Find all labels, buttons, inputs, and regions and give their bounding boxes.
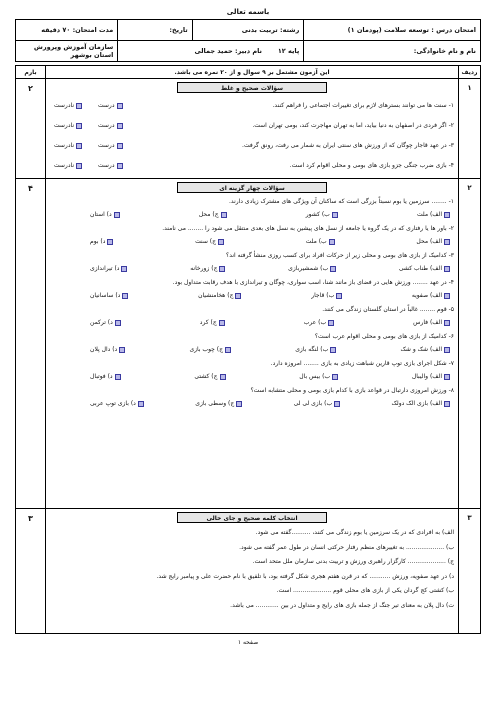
mc-option[interactable]: ب) لنگه بازی bbox=[295, 343, 338, 358]
false-option[interactable]: نادرست bbox=[54, 156, 84, 176]
mc-option[interactable]: ج) سنت bbox=[195, 235, 226, 250]
exam-label: امتحان درس : توسعه سلامت (پودمان ۱) bbox=[304, 20, 481, 41]
checkbox-icon[interactable] bbox=[444, 401, 450, 407]
mc-options bbox=[50, 316, 454, 331]
score-header: بارم bbox=[16, 66, 46, 79]
checkbox-icon[interactable] bbox=[76, 163, 82, 169]
section-fill-blank bbox=[46, 509, 459, 634]
exam-page bbox=[15, 6, 481, 646]
mc-option[interactable]: ب) کشور bbox=[306, 208, 340, 223]
checkbox-icon[interactable] bbox=[107, 239, 113, 245]
checkbox-icon[interactable] bbox=[219, 266, 225, 272]
question-text: ۲- اگر فردی در اصفهان به دنیا بیاید، اما به تهران مهاجرت کند، بومی تهران است. bbox=[252, 122, 454, 129]
checkbox-icon[interactable] bbox=[336, 293, 342, 299]
mc-options bbox=[50, 289, 454, 304]
fill-item: ت) دال پلان به معنای تیر جنگ از جمله بازی های رایج و متداول در بین ............ می باشد. bbox=[230, 601, 454, 609]
mc-question: ۸- ورزش امروزی دارتبال در قواعد بازی با کدام بازی بومی و محلی متشابه است؟ bbox=[250, 387, 454, 394]
mc-question: ۳- کدامیک از بازی های بومی و محلی زیر از حرکات افراد برای کسب روزی منشأ گرفته اند؟ bbox=[226, 252, 454, 259]
mc-option[interactable]: د) بازی توپ عربی bbox=[90, 397, 146, 412]
checkbox-icon[interactable] bbox=[235, 293, 241, 299]
checkbox-icon[interactable] bbox=[332, 374, 338, 380]
mc-options bbox=[50, 370, 454, 385]
question-text: ۴- بازی ضرب جنگی جزو بازی های بومی و محلی اقوام کرد است. bbox=[289, 162, 454, 169]
mc-option[interactable]: ب) شمشیربازی bbox=[288, 262, 338, 277]
checkbox-icon[interactable] bbox=[76, 143, 82, 149]
mc-option[interactable]: ج) زورخانه bbox=[190, 262, 227, 277]
exam-header bbox=[15, 19, 481, 62]
checkbox-icon[interactable] bbox=[121, 266, 127, 272]
checkbox-icon[interactable] bbox=[334, 401, 340, 407]
mc-option[interactable]: ج) کرد bbox=[200, 316, 227, 331]
mc-options bbox=[50, 343, 454, 358]
false-option[interactable]: نادرست bbox=[54, 96, 84, 116]
mc-options bbox=[50, 208, 454, 223]
section-title: سؤالات صحیح و غلط bbox=[177, 82, 327, 93]
checkbox-icon[interactable] bbox=[115, 320, 121, 326]
section-number: ۱ bbox=[459, 79, 481, 179]
section-title: سؤالات چهار گزینه ای bbox=[177, 182, 327, 193]
checkbox-icon[interactable] bbox=[444, 320, 450, 326]
mc-option[interactable]: الف) فارس bbox=[413, 316, 452, 331]
mc-option[interactable]: الف) ملت bbox=[417, 208, 452, 223]
question-text: ۱- سنت ها می توانند بسترهای لازم برای تغییرات اجتماعی را فراهم کنند. bbox=[272, 102, 454, 109]
page-title: باسمه تعالی bbox=[226, 8, 270, 16]
checkbox-icon[interactable] bbox=[236, 401, 242, 407]
mc-option[interactable]: الف) بازی الک دولک bbox=[392, 397, 453, 412]
mc-options bbox=[50, 262, 454, 277]
checkbox-icon[interactable] bbox=[76, 123, 82, 129]
true-option[interactable]: درست bbox=[98, 136, 125, 156]
mc-option[interactable]: ب) ملت bbox=[306, 235, 337, 250]
mc-question: ۵- قوم ........ غالباً در استان گلستان زندگی می کنند. bbox=[322, 306, 454, 313]
mc-option[interactable]: د) دال پلان bbox=[90, 343, 127, 358]
checkbox-icon[interactable] bbox=[330, 347, 336, 353]
section-number: ۲ bbox=[459, 179, 481, 509]
tf-row bbox=[50, 116, 454, 136]
date-label: تاریخ: bbox=[118, 20, 192, 41]
mc-options bbox=[50, 397, 454, 412]
mc-option[interactable]: ج) وسطی بازی bbox=[195, 397, 244, 412]
mc-option[interactable]: الف) طناب کشی bbox=[399, 262, 452, 277]
mc-option[interactable]: الف) والیبال bbox=[412, 370, 452, 385]
mc-question: ۴- در عهد ........ ورزش هایی در فضای باز مانند شنا، اسب سواری، چوگان و تیراندازی با هدف رقابت متداول بود. bbox=[172, 279, 454, 286]
grade-teacher bbox=[118, 41, 304, 62]
checkbox-icon[interactable] bbox=[444, 266, 450, 272]
mc-option[interactable]: الف) شک و شک bbox=[401, 343, 452, 358]
checkbox-icon[interactable] bbox=[117, 163, 123, 169]
checkbox-icon[interactable] bbox=[225, 347, 231, 353]
mc-option[interactable]: د) بوم bbox=[90, 235, 115, 250]
checkbox-icon[interactable] bbox=[444, 293, 450, 299]
checkbox-icon[interactable] bbox=[444, 374, 450, 380]
fill-item: ب) کشتی کج گردان یکی از بازی های محلی قوم .................... است. bbox=[276, 587, 454, 594]
checkbox-icon[interactable] bbox=[218, 239, 224, 245]
mc-option[interactable]: ج) محل bbox=[199, 208, 229, 223]
false-option[interactable]: نادرست bbox=[54, 116, 84, 136]
checkbox-icon[interactable] bbox=[117, 143, 123, 149]
teacher-label: نام دبیر: حمید جمالی bbox=[194, 47, 262, 55]
checkbox-icon[interactable] bbox=[119, 347, 125, 353]
mc-option[interactable]: الف) صفویه bbox=[412, 289, 452, 304]
section-score: ۴ bbox=[16, 179, 46, 509]
true-option[interactable]: درست bbox=[98, 156, 125, 176]
checkbox-icon[interactable] bbox=[221, 212, 227, 218]
mc-question: ۷- شکل اجرای بازی توپ قارین شباهت زیادی به بازی ........ امروزه دارد. bbox=[270, 360, 454, 367]
info-header: این آزمون مشتمل بر ۹ سوال و از ۲۰ نمره می باشد. bbox=[46, 66, 459, 79]
tf-row bbox=[50, 96, 454, 116]
mc-option[interactable]: ب) قاجار bbox=[311, 289, 344, 304]
mc-option[interactable]: د) ترکمن bbox=[90, 316, 123, 331]
page-number: صفحه ۱ bbox=[237, 639, 259, 646]
mc-options bbox=[50, 235, 454, 250]
true-option[interactable]: درست bbox=[98, 96, 125, 116]
fill-item: د) در عهد صفویه، ورزش ........... که در قرن هفتم هجری شکل گرفته بود، با تلفیق با نام حضرت علی و پیامبر رایج شد. bbox=[156, 572, 454, 580]
fill-item: الف) به افرادی که در یک سرزمین یا بوم زندگی می کنند، ..........گفته می شود. bbox=[255, 529, 454, 536]
duration-label: مدت امتحان: ۷۰ دقیقه bbox=[16, 20, 118, 41]
checkbox-icon[interactable] bbox=[117, 123, 123, 129]
checkbox-icon[interactable] bbox=[329, 239, 335, 245]
mc-option[interactable]: الف) محل bbox=[416, 235, 452, 250]
mc-option[interactable]: د) ساسانیان bbox=[90, 289, 130, 304]
checkbox-icon[interactable] bbox=[76, 103, 82, 109]
row-header: ردیف bbox=[459, 66, 481, 79]
checkbox-icon[interactable] bbox=[219, 320, 225, 326]
mc-question: ۶- کدامیک از بازی های بومی و محلی اقوام عرب است؟ bbox=[314, 333, 454, 340]
org-label: سازمان آموزش وپرورش استان بوشهر bbox=[16, 41, 118, 62]
mc-question: ۱- ........ سرزمین یا بوم نسبتاً بزرگی است که ساکنان آن ویژگی های مشترک زیادی دارند. bbox=[229, 198, 454, 205]
mc-option[interactable]: ب) بازی لی لی bbox=[294, 397, 342, 412]
section-number: ۳ bbox=[459, 509, 481, 634]
checkbox-icon[interactable] bbox=[444, 212, 450, 218]
fill-item: ج) .................... کارگزار راهبری ورزش و تربیت بدنی سازمان ملل متحد است. bbox=[252, 558, 454, 565]
tf-row bbox=[50, 156, 454, 176]
mc-option[interactable]: د) تیراندازی bbox=[90, 262, 129, 277]
mc-option[interactable]: ج) هخامنشیان bbox=[198, 289, 243, 304]
field-label: رشته: تربیت بدنی bbox=[192, 20, 304, 41]
section-score: ۳ bbox=[16, 509, 46, 634]
true-option[interactable]: درست bbox=[98, 116, 125, 136]
fill-item: ب) .................... به تغییرهای منظم رفتار حرکتی انسان در طول عمر گفته می شود. bbox=[239, 543, 454, 551]
section-score: ۲ bbox=[16, 79, 46, 179]
checkbox-icon[interactable] bbox=[444, 239, 450, 245]
mc-option[interactable]: د) استان bbox=[90, 208, 122, 223]
checkbox-icon[interactable] bbox=[330, 266, 336, 272]
section-multiple-choice bbox=[46, 179, 459, 509]
checkbox-icon[interactable] bbox=[114, 212, 120, 218]
tf-row bbox=[50, 136, 454, 156]
checkbox-icon[interactable] bbox=[220, 374, 226, 380]
mc-option[interactable]: ب) بیس بال bbox=[299, 370, 340, 385]
checkbox-icon[interactable] bbox=[332, 212, 338, 218]
section-true-false bbox=[46, 79, 459, 179]
checkbox-icon[interactable] bbox=[138, 401, 144, 407]
checkbox-icon[interactable] bbox=[117, 103, 123, 109]
mc-option[interactable]: ج) چوب بازی bbox=[189, 343, 233, 358]
false-option[interactable]: نادرست bbox=[54, 136, 84, 156]
section-title: انتخاب کلمه صحیح و جای خالی bbox=[177, 512, 327, 523]
checkbox-icon[interactable] bbox=[122, 293, 128, 299]
mc-option[interactable]: ب) عرب bbox=[304, 316, 336, 331]
questions-table bbox=[15, 65, 481, 634]
checkbox-icon[interactable] bbox=[444, 347, 450, 353]
mc-option[interactable]: د) فوتبال bbox=[90, 370, 123, 385]
question-text: ۳- در عهد قاجار چوگان که از ورزش های سنتی ایران به شمار می رفت، رونق گرفت. bbox=[242, 142, 454, 149]
grade-label: پایه ۱۲ bbox=[277, 47, 300, 55]
name-label: نام و نام خانوادگی: bbox=[304, 41, 481, 62]
checkbox-icon[interactable] bbox=[115, 374, 121, 380]
mc-option[interactable]: ج) کشتی bbox=[194, 370, 227, 385]
mc-question: ۲- باور ها یا رفتاری که در یک گروه یا جامعه از نسل های پیشین به نسل های بعدی منتقل می شود را ........ می نامند. bbox=[162, 225, 454, 232]
checkbox-icon[interactable] bbox=[328, 320, 334, 326]
